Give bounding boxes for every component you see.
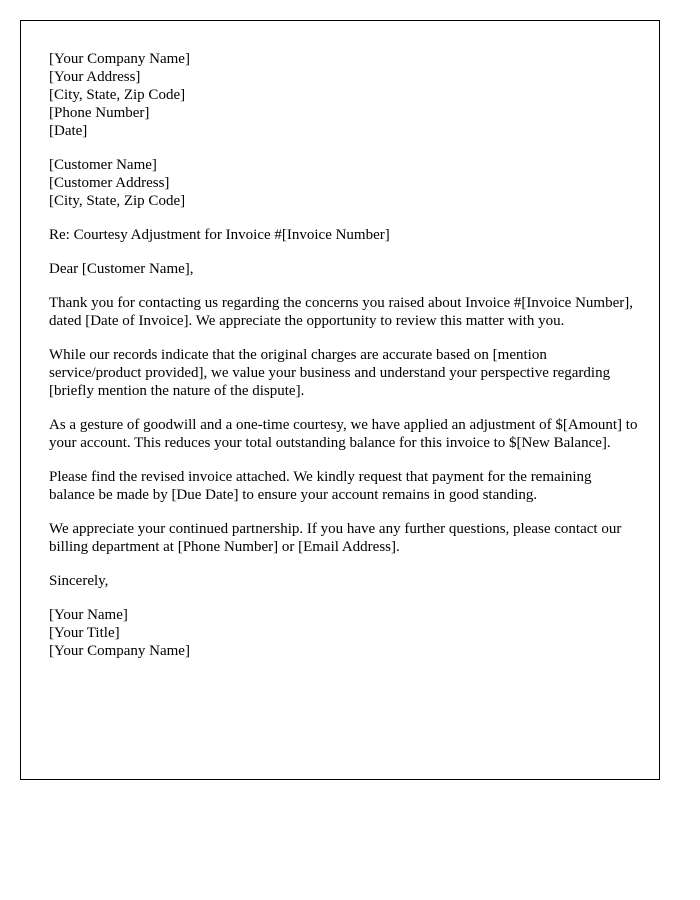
signature-name: [Your Name] (49, 607, 128, 623)
sender-city-state-zip: [City, State, Zip Code] (49, 87, 186, 103)
body-paragraph-4: Please find the revised invoice attached. We kindly request that payment for the remaining balance be made by [Due Date] to ensure your account remains in good standing. (49, 469, 592, 503)
subject-line: Re: Courtesy Adjustment for Invoice #[Invoice Number] (49, 227, 390, 243)
salutation: Dear [Customer Name], (49, 261, 194, 277)
sender-company-name: [Your Company Name] (49, 51, 190, 67)
signature-block (49, 606, 639, 660)
body-paragraph-3: As a gesture of goodwill and a one-time courtesy, we have applied an adjustment of $[Amount] to your account. This reduces your total outstanding balance for this invoice to $[New Balance]. (49, 417, 638, 451)
closing: Sincerely, (49, 573, 109, 589)
recipient-city-state-zip: [City, State, Zip Code] (49, 193, 186, 209)
body-paragraph-5: We appreciate your continued partnership. If you have any further questions, please contact our billing department at [Phone Number] or [Email Address]. (49, 521, 622, 555)
sender-phone: [Phone Number] (49, 105, 150, 121)
body-paragraph-1: Thank you for contacting us regarding the concerns you raised about Invoice #[Invoice Number], dated [Date of Invoice]. We appreciate the opportunity to review this matter with you. (49, 295, 633, 329)
sender-block (49, 50, 639, 140)
body-paragraph-2: While our records indicate that the original charges are accurate based on [mention service/product provided], we value your business and understand your perspective regarding [briefly mention the nature of the dispute]. (49, 347, 611, 399)
letter-date: [Date] (49, 123, 88, 139)
letter-content (49, 50, 639, 660)
recipient-block (49, 156, 639, 210)
letter-page (20, 20, 660, 780)
signature-title: [Your Title] (49, 625, 120, 641)
signature-company: [Your Company Name] (49, 643, 190, 659)
sender-address: [Your Address] (49, 69, 141, 85)
recipient-address: [Customer Address] (49, 175, 170, 191)
recipient-name: [Customer Name] (49, 157, 157, 173)
